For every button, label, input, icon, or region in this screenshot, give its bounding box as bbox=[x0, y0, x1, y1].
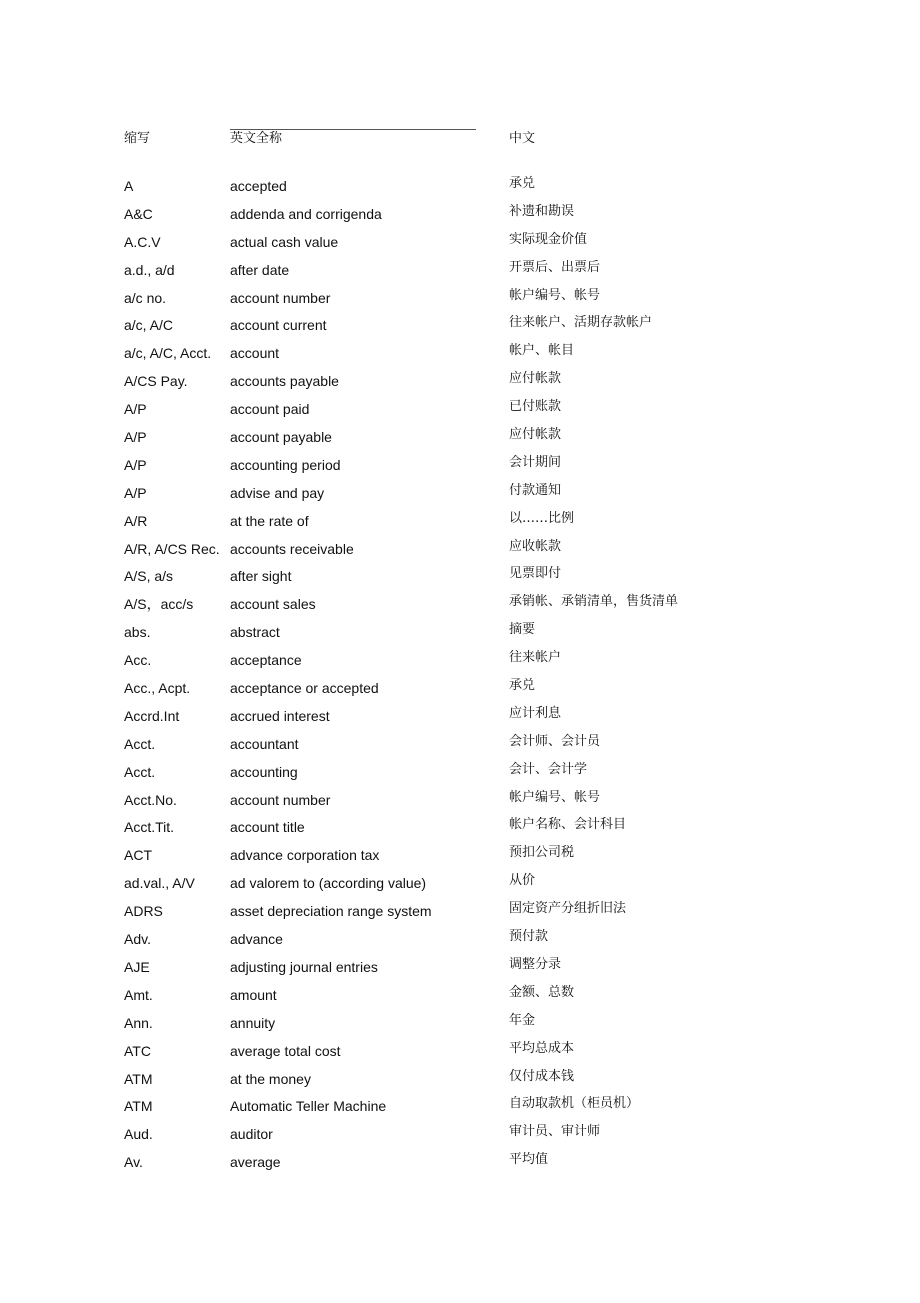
table-row bbox=[0, 706, 920, 734]
table-row bbox=[0, 483, 920, 511]
chinese-term-cell: 往来帐户 bbox=[509, 650, 562, 666]
abbreviation-cell: A&C bbox=[124, 205, 153, 222]
abbreviation-cell: A bbox=[124, 178, 134, 194]
english-term-cell: abstract bbox=[230, 624, 280, 641]
english-term-cell: account number bbox=[230, 791, 331, 808]
english-term-cell: after sight bbox=[230, 568, 292, 585]
abbreviation-cell: ATM bbox=[124, 1098, 153, 1115]
table-row bbox=[0, 594, 920, 622]
english-term-cell: addenda and corrigenda bbox=[230, 205, 382, 222]
english-term-cell: auditor bbox=[230, 1126, 273, 1143]
english-term-cell: accounting bbox=[230, 763, 298, 780]
table-row bbox=[0, 1069, 920, 1097]
chinese-term-cell: 固定资产分组折旧法 bbox=[509, 901, 627, 917]
abbreviation-cell: a.d., a/d bbox=[124, 261, 175, 278]
chinese-term-cell: 预扣公司税 bbox=[509, 845, 575, 861]
chinese-term-cell: 开票后、出票后 bbox=[509, 259, 601, 275]
table-row bbox=[0, 901, 920, 929]
english-term-cell: advise and pay bbox=[230, 484, 325, 501]
chinese-term-cell: 年金 bbox=[509, 1012, 536, 1028]
table-row bbox=[0, 399, 920, 427]
abbreviation-cell: A/P bbox=[124, 484, 147, 501]
header-english: 英文全称 bbox=[230, 131, 283, 146]
chinese-term-cell: 帐户名称、会计科目 bbox=[509, 817, 627, 833]
abbreviation-cell: Accrd.Int bbox=[124, 707, 180, 724]
chinese-term-cell: 应付帐款 bbox=[509, 371, 562, 387]
abbreviation-cell: abs. bbox=[124, 624, 151, 641]
abbreviation-cell: A/R, A/CS Rec. bbox=[124, 540, 220, 557]
chinese-term-cell: 仅付成本钱 bbox=[509, 1068, 575, 1084]
english-term-cell: Automatic Teller Machine bbox=[230, 1098, 387, 1115]
abbreviation-cell: ACT bbox=[124, 847, 152, 864]
table-row bbox=[0, 371, 920, 399]
abbreviation-cell: Acct.No. bbox=[124, 791, 177, 808]
table-row bbox=[0, 1041, 920, 1069]
header-chinese: 中文 bbox=[509, 131, 536, 146]
english-term-cell: at the money bbox=[230, 1070, 311, 1087]
english-term-cell: actual cash value bbox=[230, 233, 339, 250]
english-term-cell: account title bbox=[230, 819, 305, 836]
abbreviation-cell: a/c, A/C bbox=[124, 317, 174, 334]
table-row bbox=[0, 343, 920, 371]
english-term-cell: account sales bbox=[230, 596, 316, 613]
chinese-term-cell: 从价 bbox=[509, 873, 536, 889]
english-term-cell: after date bbox=[230, 261, 290, 278]
table-row bbox=[0, 985, 920, 1013]
abbreviation-cell: AJE bbox=[124, 958, 150, 975]
table-row bbox=[0, 1013, 920, 1041]
english-term-cell: adjusting journal entries bbox=[230, 958, 378, 975]
english-term-cell: advance corporation tax bbox=[230, 847, 380, 864]
abbreviation-cell: ad.val., A/V bbox=[124, 875, 195, 892]
english-term-cell: account paid bbox=[230, 401, 310, 418]
chinese-term-cell: 补遗和勘误 bbox=[509, 203, 575, 219]
table-header bbox=[0, 129, 920, 149]
english-term-cell: accounting period bbox=[230, 456, 341, 473]
abbreviation-cell: Ann. bbox=[124, 1014, 153, 1031]
abbreviation-cell: Aud. bbox=[124, 1126, 153, 1143]
table-row bbox=[0, 734, 920, 762]
english-term-cell: acceptance bbox=[230, 652, 302, 669]
table-row bbox=[0, 539, 920, 567]
table-row bbox=[0, 1096, 920, 1124]
abbreviation-cell: ADRS bbox=[124, 903, 163, 920]
table-row bbox=[0, 427, 920, 455]
table-row bbox=[0, 650, 920, 678]
chinese-term-cell: 以……比例 bbox=[509, 510, 575, 526]
abbreviation-cell: A/P bbox=[124, 401, 147, 418]
abbreviation-cell: Acct. bbox=[124, 763, 156, 780]
abbreviation-cell: ATM bbox=[124, 1070, 153, 1087]
abbreviation-cell: A/R bbox=[124, 512, 148, 529]
abbreviation-cell: a/c no. bbox=[124, 289, 167, 306]
english-term-cell: account number bbox=[230, 289, 331, 306]
table-row bbox=[0, 762, 920, 790]
chinese-term-cell: 见票即付 bbox=[509, 566, 562, 582]
chinese-term-cell: 承兑 bbox=[509, 176, 536, 191]
table-body bbox=[0, 176, 920, 1180]
abbreviation-cell: Av. bbox=[124, 1154, 143, 1171]
table-row bbox=[0, 288, 920, 316]
abbreviation-cell: Acct. bbox=[124, 735, 156, 752]
chinese-term-cell: 帐户、帐目 bbox=[509, 343, 575, 359]
english-term-cell: at the rate of bbox=[230, 512, 309, 529]
table-row bbox=[0, 817, 920, 845]
english-term-cell: advance bbox=[230, 931, 283, 948]
table-row bbox=[0, 204, 920, 232]
table-row bbox=[0, 929, 920, 957]
abbreviation-cell: A/S, a/s bbox=[124, 568, 174, 585]
chinese-term-cell: 帐户编号、帐号 bbox=[509, 287, 601, 303]
english-term-cell: amount bbox=[230, 986, 277, 1003]
english-term-cell: accounts payable bbox=[230, 373, 339, 390]
chinese-term-cell: 预付款 bbox=[509, 929, 549, 945]
table-row bbox=[0, 873, 920, 901]
chinese-term-cell: 调整分录 bbox=[509, 956, 562, 972]
abbreviation-cell: a/c, A/C, Acct. bbox=[124, 345, 212, 362]
chinese-term-cell: 审计员、审计师 bbox=[509, 1124, 601, 1140]
chinese-term-cell: 承兑 bbox=[509, 678, 536, 694]
chinese-term-cell: 应收帐款 bbox=[509, 538, 562, 554]
chinese-term-cell: 自动取款机（柜员机） bbox=[509, 1096, 640, 1112]
header-abbr: 缩写 bbox=[124, 131, 151, 146]
table-row bbox=[0, 1152, 920, 1180]
chinese-term-cell: 往来帐户、活期存款帐户 bbox=[509, 315, 653, 331]
english-term-cell: ad valorem to (according value) bbox=[230, 875, 427, 892]
english-term-cell: acceptance or accepted bbox=[230, 680, 379, 697]
abbreviation-cell: A.C.V bbox=[124, 233, 161, 250]
table-row bbox=[0, 678, 920, 706]
abbreviation-cell: A/CS Pay. bbox=[124, 373, 188, 390]
chinese-term-cell: 应付帐款 bbox=[509, 427, 562, 443]
chinese-term-cell: 会计师、会计员 bbox=[509, 733, 601, 749]
table-row bbox=[0, 1124, 920, 1152]
english-term-cell: account payable bbox=[230, 429, 332, 446]
abbreviation-cell: Acc. bbox=[124, 652, 152, 669]
english-term-cell: average total cost bbox=[230, 1042, 341, 1059]
english-term-cell: accrued interest bbox=[230, 707, 330, 724]
table-row bbox=[0, 176, 920, 204]
english-term-cell: accepted bbox=[230, 178, 287, 194]
english-term-cell: accountant bbox=[230, 735, 299, 752]
english-term-cell: account bbox=[230, 345, 280, 362]
abbreviation-cell: A/P bbox=[124, 456, 147, 473]
chinese-term-cell: 应计利息 bbox=[509, 705, 562, 721]
abbreviation-cell: Acc., Acpt. bbox=[124, 680, 191, 697]
abbreviation-cell: Adv. bbox=[124, 931, 151, 948]
english-term-cell: accounts receivable bbox=[230, 540, 354, 557]
abbreviation-cell: Amt. bbox=[124, 986, 153, 1003]
abbreviation-cell: A/S，acc/s bbox=[124, 596, 194, 613]
chinese-term-cell: 付款通知 bbox=[509, 482, 562, 498]
chinese-term-cell: 金额、总数 bbox=[509, 984, 575, 1000]
table-row bbox=[0, 790, 920, 818]
english-term-cell: annuity bbox=[230, 1014, 276, 1031]
chinese-term-cell: 会计期间 bbox=[509, 454, 562, 470]
chinese-term-cell: 帐户编号、帐号 bbox=[509, 789, 601, 805]
abbreviation-cell: ATC bbox=[124, 1042, 151, 1059]
chinese-term-cell: 已付账款 bbox=[509, 399, 562, 415]
table-row bbox=[0, 566, 920, 594]
english-term-cell: account current bbox=[230, 317, 327, 334]
table-row bbox=[0, 455, 920, 483]
abbreviation-cell: A/P bbox=[124, 429, 147, 446]
table-row bbox=[0, 622, 920, 650]
abbreviation-cell: Acct.Tit. bbox=[124, 819, 175, 836]
english-term-cell: average bbox=[230, 1154, 281, 1171]
chinese-term-cell: 会计、会计学 bbox=[509, 761, 588, 777]
chinese-term-cell: 摘要 bbox=[509, 622, 536, 638]
table-row bbox=[0, 511, 920, 539]
table-row bbox=[0, 957, 920, 985]
chinese-term-cell: 平均值 bbox=[509, 1152, 549, 1168]
chinese-term-cell: 实际现金价值 bbox=[509, 231, 588, 247]
table-row bbox=[0, 260, 920, 288]
chinese-term-cell: 承销帐、承销清单，售货清单 bbox=[509, 594, 679, 610]
table-row bbox=[0, 845, 920, 873]
chinese-term-cell: 平均总成本 bbox=[509, 1040, 575, 1056]
table-row bbox=[0, 315, 920, 343]
table-row bbox=[0, 232, 920, 260]
english-term-cell: asset depreciation range system bbox=[230, 903, 432, 920]
